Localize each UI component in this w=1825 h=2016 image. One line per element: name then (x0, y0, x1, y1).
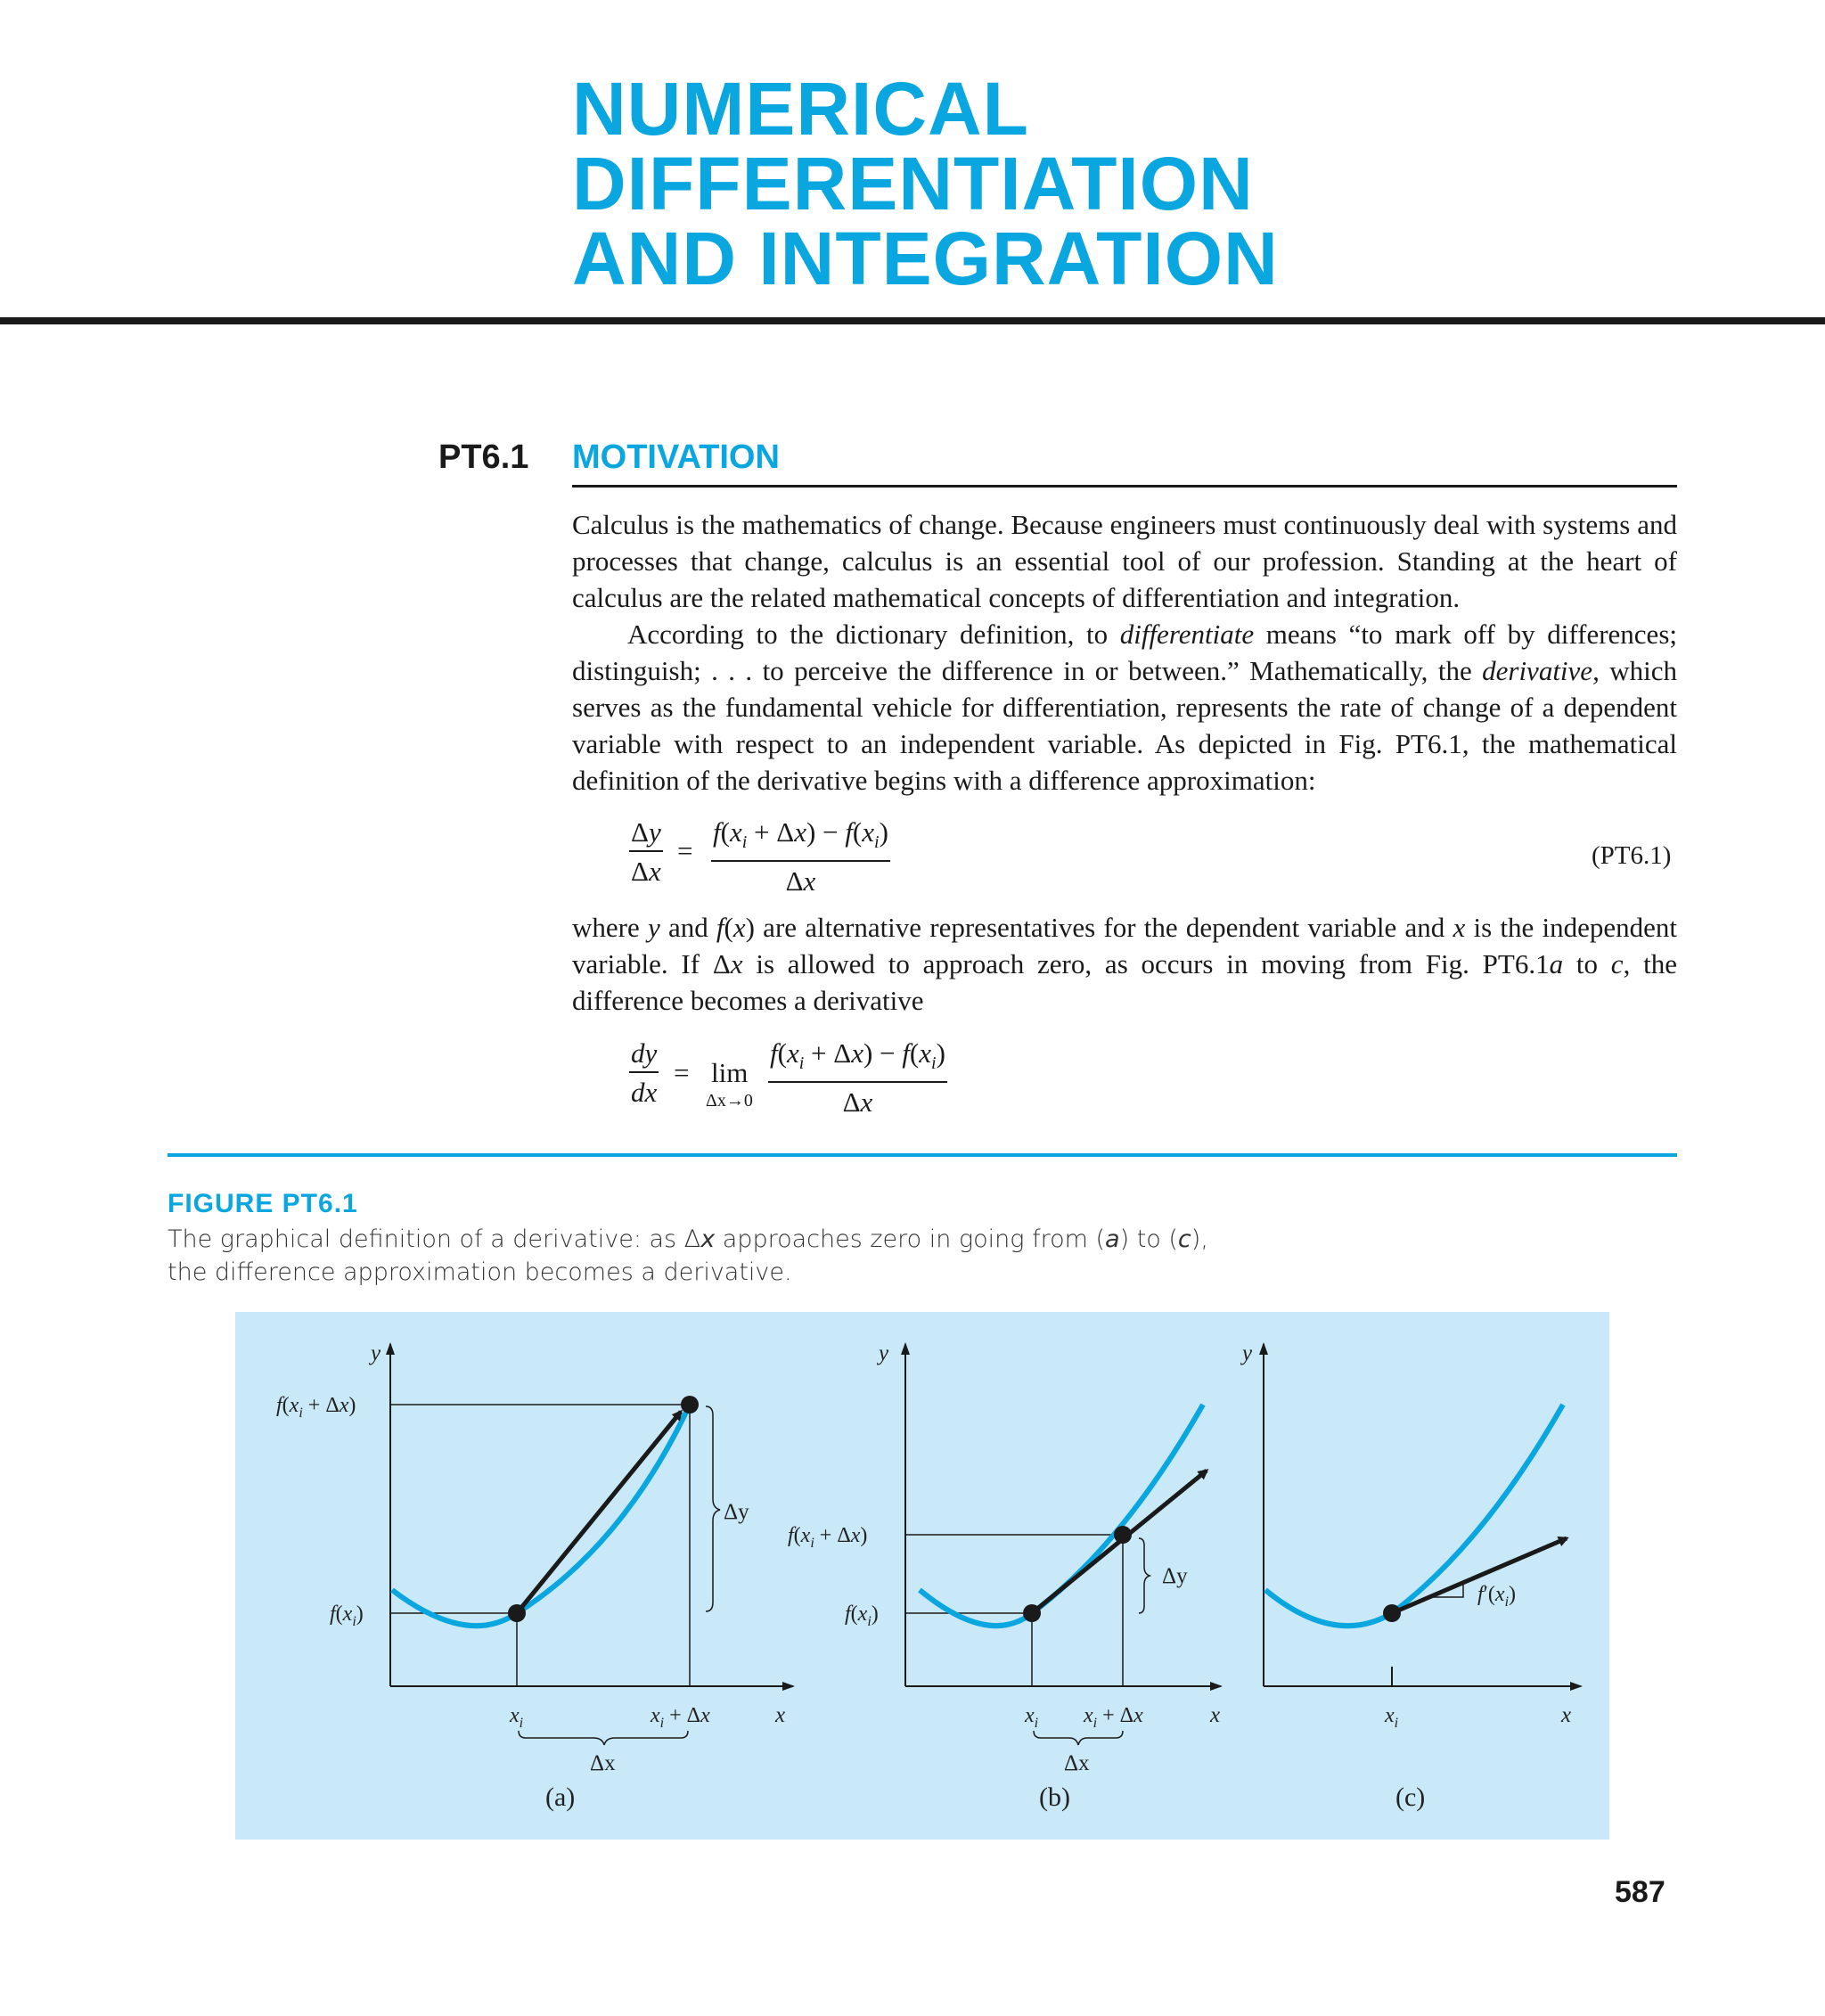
eq2-rhs-fraction (768, 1036, 947, 1122)
panel-c-point-xi (1383, 1604, 1401, 1622)
eq2-rhs-denominator: Δx (842, 1086, 873, 1119)
section-title: MOTIVATION (572, 438, 780, 476)
panel-b-dx-label: Δx (1064, 1751, 1090, 1775)
paragraph-3-text-e: is the independent variable. If Δ (572, 912, 1677, 979)
panel-c-deriv-label: $f'(x_i)$ (1477, 1583, 1517, 1610)
panel-c-y-label: y (1242, 1341, 1253, 1365)
panel-a-x-label: x (775, 1703, 786, 1727)
eq1-lhs-denominator: Δx (631, 856, 661, 887)
panel-b-f-xi-label: $f(x_i)$ (845, 1602, 879, 1629)
panel-a-dy-label: Δy (724, 1500, 749, 1524)
ref-a: a (1549, 948, 1564, 979)
panel-a-y-label: y (371, 1341, 381, 1365)
eq1-rhs-denominator: Δx (785, 865, 816, 897)
eq2-lim: lim (711, 1057, 749, 1088)
ref-c: c (1610, 948, 1624, 979)
panel-b-dy-label: Δy (1162, 1564, 1188, 1588)
figure-rule (168, 1153, 1677, 1157)
panel-c-x-label: x (1561, 1703, 1572, 1727)
panel-c-caption: (c) (1395, 1782, 1426, 1812)
part-title-line-1: NUMERICAL (572, 67, 1029, 151)
page-number: 587 (1615, 1875, 1665, 1909)
eq2-lim-subscript: Δx→0 (706, 1091, 753, 1110)
figure-svg (235, 1312, 1609, 1840)
panel-a-dx-label: Δx (590, 1751, 616, 1775)
var-f: f (716, 912, 724, 943)
paragraph-1: Calculus is the mathematics of change. Because engineers must continuously deal with systems and processes that change, calculus is an essential tool of our profession. Standing at the heart of calculus are the related mathematical concepts of differentiation and integration. (572, 509, 1677, 613)
caption-text-c: ) to ( (1119, 1225, 1178, 1253)
section-number: PT6.1 (438, 438, 529, 476)
var-x: x (732, 912, 746, 943)
term-differentiate: differentiate (1119, 619, 1255, 650)
paragraph-3-paren: ( (724, 912, 733, 943)
paragraph-3-text-g: to (1563, 948, 1611, 979)
eq1-rhs-fraction (711, 815, 890, 901)
panel-b-caption: (b) (1039, 1782, 1070, 1812)
caption-text-a: The graphical definition of a derivative: as Δ (168, 1225, 701, 1253)
var-x-2: x (1453, 912, 1466, 943)
term-derivative: derivative, (1482, 655, 1600, 686)
panel-a-point-xidx (681, 1396, 699, 1414)
eq2-lhs-denominator: dx (631, 1077, 658, 1108)
part-title-line-3: AND INTEGRATION (572, 217, 1279, 300)
paragraph-2-text-b: means “to mark off by differences; distinguish; . . . to perceive the difference in or between.” Mathematically, the (572, 619, 1677, 686)
panel-b-xidx-label: $x_i + \Delta x$ (1084, 1704, 1143, 1731)
paragraph-2-text-c: which serves as the fundamental vehicle for differentiation, represents the rate of change of a dependent variable with respect to an independent variable. As depicted in Fig. PT6.1, the mathematical definition of the derivative begins with a difference approximation: (572, 655, 1677, 796)
caption-text-d: ), the difference approximation becomes a derivative. (168, 1225, 1208, 1286)
paragraph-2-text-a: According to the dictionary definition, to (627, 619, 1120, 650)
figure-label: FIGURE PT6.1 (168, 1189, 358, 1218)
eq1-lhs-numerator: Δy (629, 815, 663, 852)
paragraph-3-text-b: and (659, 912, 716, 943)
eq1-lhs-fraction (629, 815, 663, 891)
var-y: y (647, 912, 660, 943)
paragraph-3-text-d: ) are alternative representatives for the dependent variable and (745, 912, 1453, 943)
eq1-rhs-numerator: $f(x_i + \Delta x) - f(x_i)$ (711, 815, 890, 862)
panel-b-f-xidx-label: $f(x_i + \Delta x)$ (788, 1524, 868, 1551)
panel-a-point-xi (508, 1604, 526, 1622)
eq2-lhs-fraction (629, 1036, 659, 1112)
header-rule (0, 317, 1825, 324)
figure-pt6-1 (235, 1312, 1609, 1840)
panel-a-f-xidx-label: $f(x_i + \Delta x)$ (276, 1394, 356, 1421)
section-rule (572, 485, 1677, 488)
eq1-equals: = (677, 835, 693, 866)
part-title (572, 67, 1279, 300)
paragraph-3-text-h: , the difference becomes a derivative (572, 948, 1677, 1016)
paragraph-3-text-a: where (572, 912, 648, 943)
panel-a-xidx-label: $x_i + \Delta x$ (651, 1704, 710, 1731)
caption-ref-c: c (1177, 1225, 1191, 1253)
paragraph-3-text-f: is allowed to approach zero, as occurs in moving from Fig. PT6.1 (742, 948, 1550, 979)
panel-b-x-label: x (1210, 1703, 1221, 1727)
caption-text-b: approaches zero in going from ( (715, 1225, 1106, 1253)
var-x-3: x (730, 948, 743, 979)
panel-b-y-label: y (879, 1341, 889, 1365)
panel-c-xi-label: $x_i$ (1385, 1704, 1399, 1731)
eq2-equals: = (674, 1057, 690, 1088)
panel-b-point-xi (1023, 1604, 1041, 1622)
eq2-rhs-numerator: $f(x_i + \Delta x) - f(x_i)$ (768, 1036, 947, 1083)
caption-var-x: x (700, 1225, 716, 1253)
equation-label: (PT6.1) (1592, 841, 1672, 870)
part-title-line-2: DIFFERENTIATION (572, 142, 1254, 225)
eq2-lhs-numerator: dy (629, 1036, 659, 1073)
paragraph-2 (572, 616, 1677, 799)
panel-a-xi-label: $x_i$ (510, 1704, 524, 1731)
panel-a-caption: (a) (545, 1782, 576, 1812)
caption-ref-a: a (1105, 1225, 1120, 1253)
figure-background (235, 1312, 1609, 1840)
paragraph-3 (572, 909, 1677, 1019)
panel-b-point-xidx (1114, 1526, 1132, 1544)
panel-a-f-xi-label: $f(x_i)$ (330, 1602, 364, 1629)
figure-caption (168, 1223, 1237, 1289)
panel-b-xi-label: $x_i$ (1025, 1704, 1039, 1731)
